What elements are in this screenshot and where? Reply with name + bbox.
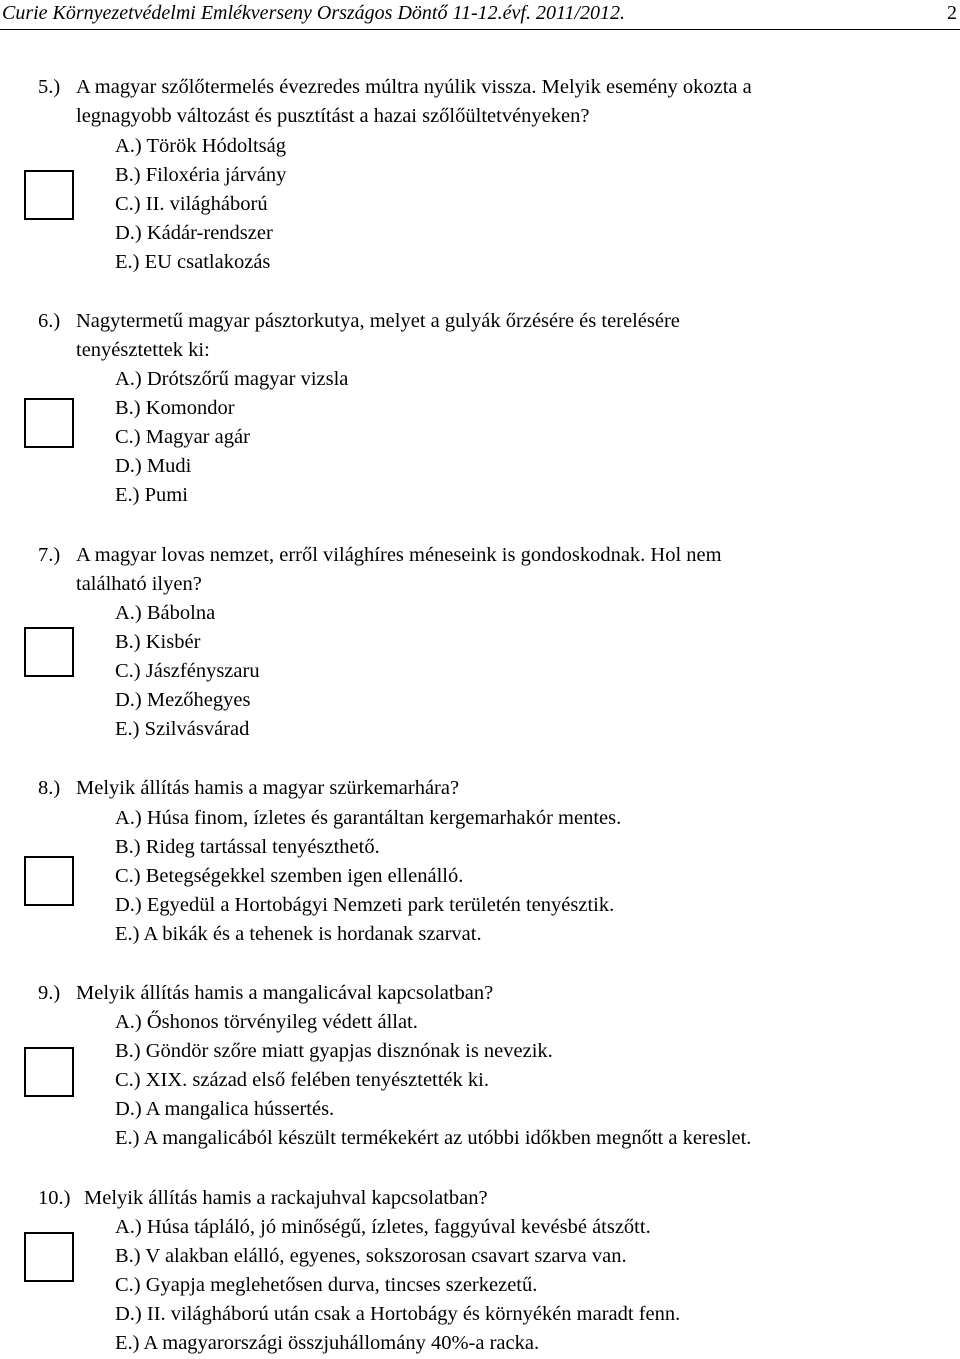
option-e: E.) Szilvásvárad — [115, 718, 250, 740]
option-a: A.) Drótszőrű magyar vizsla — [115, 368, 349, 390]
question-text: Melyik állítás hamis a magyar szürkemarhára? — [76, 777, 460, 799]
option-d: D.) II. világháború után csak a Hortobágy és környékén maradt fenn. — [115, 1303, 681, 1325]
option-d: D.) Egyedül a Hortobágyi Nemzeti park területén tenyésztik. — [115, 894, 615, 916]
question-text: A magyar lovas nemzet, erről világhíres méneseink is gondoskodnak. Hol nem — [76, 544, 722, 566]
question-text: A magyar szőlőtermelés évezredes múltra nyúlik vissza. Melyik esemény okozta a — [76, 76, 752, 98]
question-text: található ilyen? — [76, 573, 202, 595]
question-number: 9.) — [38, 982, 61, 1004]
option-d: D.) Kádár-rendszer — [115, 222, 273, 244]
answer-box[interactable] — [24, 170, 74, 220]
question-number: 7.) — [38, 544, 61, 566]
option-b: B.) Rideg tartással tenyészthető. — [115, 836, 380, 858]
option-b: B.) Göndör szőre miatt gyapjas disznónak is nevezik. — [115, 1040, 553, 1062]
question-text: Melyik állítás hamis a rackajuhval kapcsolatban? — [84, 1187, 488, 1209]
question-number: 6.) — [38, 310, 61, 332]
option-e: E.) A magyarországi összjuhállomány 40%-a racka. — [115, 1332, 540, 1354]
option-c: C.) XIX. század első felében tenyésztették ki. — [115, 1069, 489, 1091]
option-e: E.) A mangalicából készült termékekért az utóbbi időkben megnőtt a kereslet. — [115, 1127, 752, 1149]
header-title: Curie Környezetvédelmi Emlékverseny Országos Döntő 11-12.évf. 2011/2012. — [2, 2, 626, 24]
option-c: C.) Magyar agár — [115, 426, 250, 448]
option-e: E.) EU csatlakozás — [115, 251, 271, 273]
option-e: E.) A bikák és a tehenek is hordanak szarvat. — [115, 923, 482, 945]
question-text: legnagyobb változást és pusztítást a hazai szőlőültetvényeken? — [76, 105, 590, 127]
option-a: A.) Húsa tápláló, jó minőségű, ízletes, faggyúval kevésbé átszőtt. — [115, 1216, 651, 1238]
page-header — [0, 0, 960, 30]
option-a: A.) Húsa finom, ízletes és garantáltan kergemarhakór mentes. — [115, 807, 622, 829]
question-text: Nagytermetű magyar pásztorkutya, melyet a gulyák őrzésére és terelésére — [76, 310, 680, 332]
option-c: C.) Betegségekkel szemben igen ellenálló. — [115, 865, 464, 887]
option-c: C.) Jászfényszaru — [115, 660, 260, 682]
option-a: A.) Bábolna — [115, 602, 216, 624]
option-c: C.) II. világháború — [115, 193, 268, 215]
option-e: E.) Pumi — [115, 484, 188, 506]
answer-box[interactable] — [24, 856, 74, 906]
header-rule — [0, 29, 960, 30]
question-number: 10.) — [38, 1187, 71, 1209]
option-d: D.) A mangalica hússertés. — [115, 1098, 335, 1120]
answer-box[interactable] — [24, 1047, 74, 1097]
option-b: B.) Kisbér — [115, 631, 201, 653]
option-c: C.) Gyapja meglehetősen durva, tincses szerkezetű. — [115, 1274, 538, 1296]
answer-box[interactable] — [24, 627, 74, 677]
question-text: tenyésztettek ki: — [76, 339, 210, 361]
question-text: Melyik állítás hamis a mangalicával kapcsolatban? — [76, 982, 494, 1004]
option-d: D.) Mudi — [115, 455, 192, 477]
option-d: D.) Mezőhegyes — [115, 689, 251, 711]
answer-box[interactable] — [24, 1232, 74, 1282]
option-b: B.) V alakban elálló, egyenes, sokszorosan csavart szarva van. — [115, 1245, 627, 1267]
option-b: B.) Filoxéria járvány — [115, 164, 287, 186]
option-a: A.) Török Hódoltság — [115, 135, 287, 157]
answer-box[interactable] — [24, 398, 74, 448]
option-b: B.) Komondor — [115, 397, 235, 419]
question-number: 5.) — [38, 76, 61, 98]
option-a: A.) Őshonos törvényileg védett állat. — [115, 1011, 418, 1033]
question-number: 8.) — [38, 777, 61, 799]
page-number: 2 — [947, 2, 957, 24]
